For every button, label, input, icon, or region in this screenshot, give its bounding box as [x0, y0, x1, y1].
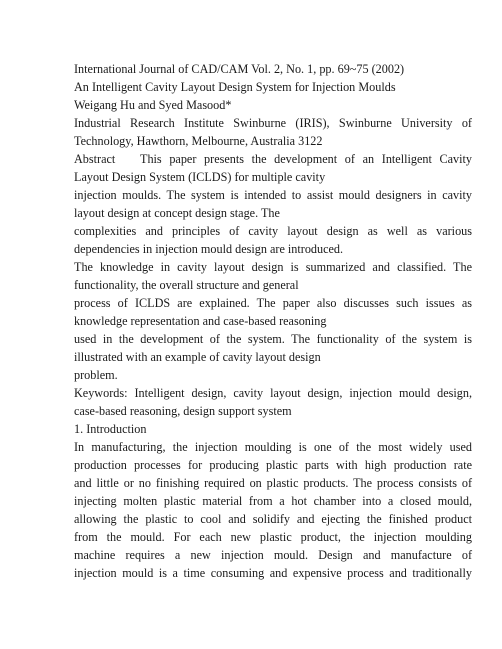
abstract-line: Layout Design System (ICLDS) for multiple cavity [74, 170, 326, 184]
authors: Weigang Hu and Syed Masood* [74, 98, 232, 112]
affiliation-line-2: Technology, Hawthorn, Melbourne, Australia 3122 [74, 134, 323, 148]
abstract-line: knowledge representation and case-based reasoning [74, 314, 327, 328]
keywords-line-1: Keywords: Intelligent design, cavity layout design, injection mould design, [74, 386, 472, 400]
intro-line: In manufacturing, the injection moulding is one of the most widely used [74, 440, 472, 454]
section-heading: 1. Introduction [74, 422, 147, 436]
intro-line: injection mould is a time consuming and expensive process and traditionally [74, 566, 472, 580]
abstract-label: Abstract [74, 152, 116, 166]
abstract-line: complexities and principles of cavity layout design as well as various [74, 224, 472, 238]
intro-line: production processes for producing plastic parts with high production rate [74, 458, 472, 472]
keywords-line-2: case-based reasoning, design support system [74, 404, 292, 418]
abstract-line: dependencies in injection mould design are introduced. [74, 242, 344, 256]
intro-line: machine requires a new injection mould. Design and manufacture of [74, 548, 472, 562]
abstract-line: injection moulds. The system is intended to assist mould designers in cavity [74, 188, 472, 202]
abstract-line: This paper presents the development of an Intelligent Cavity [140, 152, 472, 166]
paper-title: An Intelligent Cavity Layout Design System for Injection Moulds [74, 80, 396, 94]
abstract-line: functionality, the overall structure and general [74, 278, 299, 292]
journal-citation: International Journal of CAD/CAM Vol. 2, No. 1, pp. 69~75 (2002) [74, 62, 405, 76]
intro-line: from the mould. For each new plastic product, the injection moulding [74, 530, 472, 544]
abstract-first-line [74, 150, 472, 168]
abstract-line: process of ICLDS are explained. The paper also discusses such issues as [74, 296, 472, 310]
intro-line: and little or no finishing required on plastic products. The process consists of [74, 476, 472, 490]
intro-line: injecting molten plastic material from a hot chamber into a closed mould, [74, 494, 472, 508]
abstract-line: used in the development of the system. The functionality of the system is [74, 332, 472, 346]
intro-line: allowing the plastic to cool and solidify and ejecting the finished product [74, 512, 472, 526]
abstract-line: illustrated with an example of cavity layout design [74, 350, 321, 364]
abstract-line: layout design at concept design stage. The [74, 206, 280, 220]
abstract-line: problem. [74, 368, 118, 382]
abstract-line: The knowledge in cavity layout design is summarized and classified. The [74, 260, 472, 274]
affiliation-line-1: Industrial Research Institute Swinburne (IRIS), Swinburne University of [74, 116, 472, 130]
